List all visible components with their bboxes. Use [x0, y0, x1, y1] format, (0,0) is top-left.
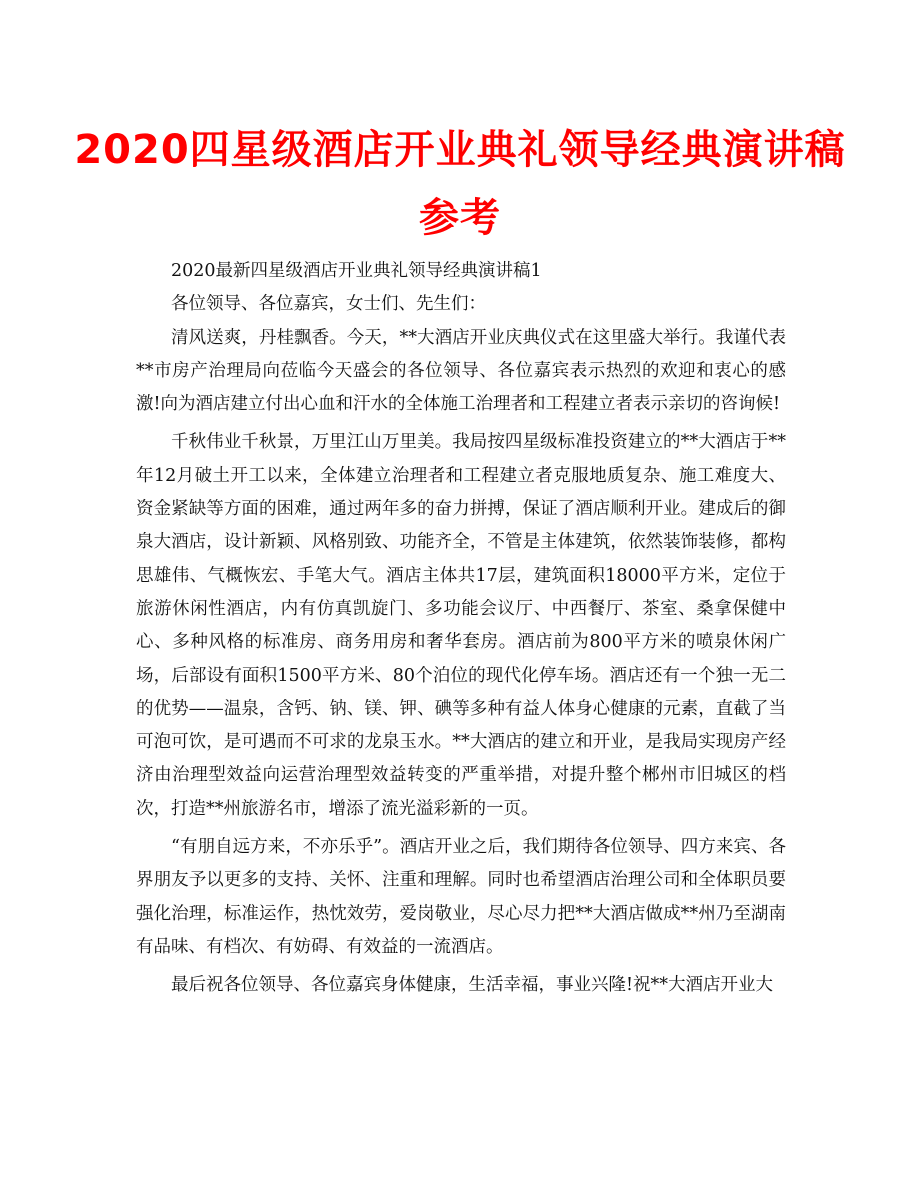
subtitle-paragraph: 2020最新四星级酒店开业典礼领导经典演讲稿1 [171, 261, 542, 281]
greeting-paragraph: 各位领导、各位嘉宾，女士们、先生们： [171, 294, 486, 315]
opening-paragraph: 清风送爽，丹桂飘香。今天，**大酒店开业庆典仪式在这里盛大举行。我谨代表**市房产治理局向莅临今天盛会的各位领导、各位嘉宾表示热烈的欢迎和衷心的感激!向为酒店建立付出心血和汗水的全体施工治理者和工程建立者表示亲切的咨询候! [136, 327, 786, 415]
expectations-paragraph: “有朋自远方来，不亦乐乎”。酒店开业之后，我们期待各位领导、四方来宾、各界朋友予以更多的支持、关怀、注重和理解。同时也希望酒店治理公司和全体职员要强化治理，标准运作，热忱效劳，爱岗敬业，尽心尽力把**大酒店做成**州乃至湖南有品味、有档次、有妨碍、有效益的一流酒店。 [136, 837, 786, 957]
document-title-line-2: 参考 [419, 195, 501, 241]
document-title-line-1: 2020四星级酒店开业典礼领导经典演讲稿 [74, 127, 846, 173]
hotel-description-paragraph: 千秋伟业千秋景，万里江山万里美。我局按四星级标准投资建立的**大酒店于**年12月破土开工以来，全体建立治理者和工程建立者克服地质复杂、施工难度大、资金紧缺等方面的困难，通过两年多的奋力拼搏，保证了酒店顺利开业。建成后的御泉大酒店，设计新颖、风格别致、功能齐全，不管是主体建筑，依然装饰装修，都构思雄伟、气概恢宏、手笔大气。酒店主体共17层，建筑面积18000平方米，定位于旅游休闲性酒店，内有仿真凯旋门、多功能会议厅、中西餐厅、茶室、桑拿保健中心、多种风格的标准房、商务用房和奢华套房。酒店前为800平方米的喷泉休闲广场，后部设有面积1500平方米、80个泊位的现代化停车场。酒店还有一个独一无二的优势——温泉，含钙、钠、镁、钾、碘等多种有益人体身心健康的元素，直截了当可泡可饮，是可遇而不可求的龙泉玉水。**大酒店的建立和开业，是我局实现房产经济由治理型效益向运营治理型效益转变的严重举措，对提升整个郴州市旧城区的档次，打造**州旅游名市，增添了流光溢彩新的一页。 [136, 432, 786, 819]
closing-paragraph: 最后祝各位领导、各位嘉宾身体健康，生活幸福，事业兴隆!祝**大酒店开业大 [171, 975, 774, 996]
document-body [136, 255, 786, 1003]
